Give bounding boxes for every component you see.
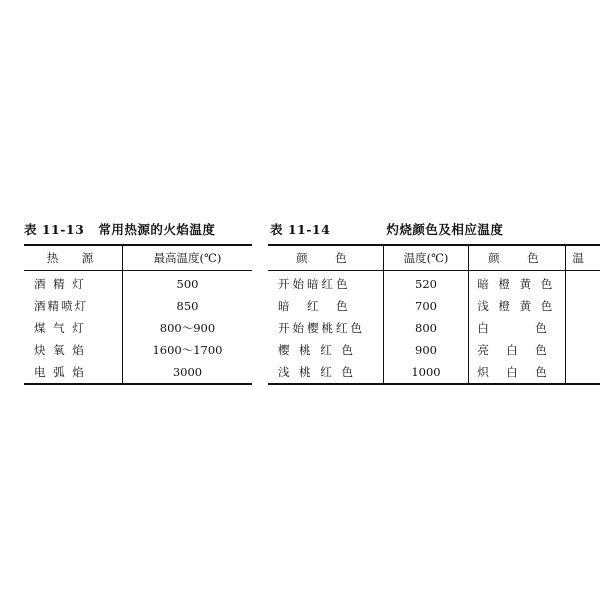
table-cell: 1600～1700 [122, 339, 252, 361]
table-cell: 800～900 [122, 317, 252, 339]
table-cell: 亮 白 色 [469, 339, 566, 361]
table-13-header-max-temp: 最高温度(℃) [122, 245, 252, 271]
table-row [268, 339, 600, 361]
table-14 [268, 244, 600, 385]
table-cell: 暗 红 色 [278, 299, 351, 313]
table-cell: 500 [122, 271, 252, 296]
table-14-caption [270, 220, 503, 238]
table-row [268, 317, 600, 339]
table-13 [24, 244, 252, 385]
table-14-header-color: 颜 色 [268, 245, 383, 271]
table-cell: 煤 气 灯 [34, 321, 86, 335]
table-cell: 850 [122, 295, 252, 317]
table-cell: 酒精喷灯 [34, 299, 88, 313]
table-cell [566, 271, 600, 296]
table-row [268, 361, 600, 384]
table-cell: 电 弧 焰 [34, 365, 86, 379]
table-row [24, 317, 252, 339]
table-13-caption [24, 220, 215, 238]
table-cell: 暗 橙 黄 色 [469, 271, 566, 296]
table-cell: 炔 氧 焰 [34, 343, 86, 357]
table-cell: 白 色 [469, 317, 566, 339]
table-14-header-row [268, 245, 600, 271]
table-14-number: 表 11-14 [270, 222, 331, 237]
table-row [268, 271, 600, 296]
table-cell: 浅 桃 红 色 [278, 365, 356, 379]
table-cell [566, 361, 600, 384]
table-row [268, 295, 600, 317]
table-row [24, 339, 252, 361]
table-cell: 开始暗红色 [278, 277, 351, 291]
table-cell [566, 339, 600, 361]
table-cell: 酒 精 灯 [34, 277, 86, 291]
table-cell: 520 [383, 271, 469, 296]
table-14-header-temp: 温度(℃) [383, 245, 469, 271]
table-row [24, 271, 252, 296]
table-13-header-row [24, 245, 252, 271]
table-14-header-color-2: 颜 色 [469, 245, 566, 271]
table-14-header-temp-2: 温 [566, 245, 600, 271]
table-cell: 开始樱桃红色 [278, 321, 365, 335]
table-13-number: 表 11-13 [24, 222, 85, 237]
table-cell: 浅 橙 黄 色 [469, 295, 566, 317]
table-row [24, 361, 252, 384]
table-cell: 3000 [122, 361, 252, 384]
table-13-header-source: 热 源 [24, 245, 122, 271]
table-row [24, 295, 252, 317]
table-cell [566, 295, 600, 317]
table-cell: 樱 桃 红 色 [278, 343, 356, 357]
table-13-title: 常用热源的火焰温度 [98, 222, 216, 237]
table-cell [566, 317, 600, 339]
table-cell: 900 [383, 339, 469, 361]
table-cell: 700 [383, 295, 469, 317]
table-cell: 1000 [383, 361, 469, 384]
table-14-title: 灼烧颜色及相应温度 [386, 222, 504, 237]
table-cell: 800 [383, 317, 469, 339]
table-cell: 炽 白 色 [469, 361, 566, 384]
